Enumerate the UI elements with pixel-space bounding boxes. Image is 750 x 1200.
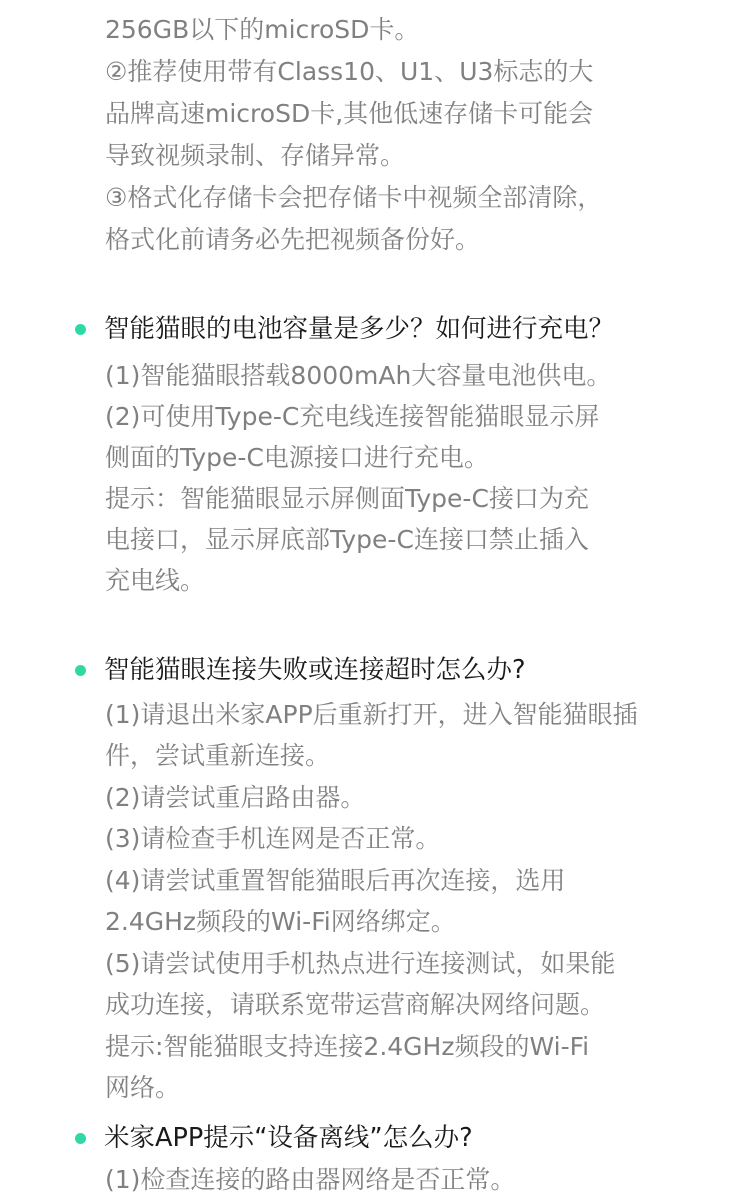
faq-answer-line: 提示:智能猫眼支持连接2.4GHz频段的Wi-Fi (105, 1032, 590, 1061)
faq-answer-line: (3)请检查手机连网是否正常。 (105, 824, 441, 853)
faq-answer-line: 成功连接，请联系宽带运营商解决网络问题。 (105, 990, 606, 1019)
bullet-dot (75, 324, 86, 335)
faq-answer-line: 充电线。 (105, 566, 206, 595)
faq-answer-line: (1)请退出米家APP后重新打开，进入智能猫眼插 (105, 700, 638, 729)
faq-question: 智能猫眼的电池容量是多少？如何进行充电？ (104, 314, 615, 344)
faq-answer-line: (1)智能猫眼搭载8000mAh大容量电池供电。 (105, 361, 612, 390)
faq-answer-line: 电接口，显示屏底部Type-C连接口禁止插入 (105, 525, 589, 554)
faq-answer-line: (2)可使用Type-C充电线连接智能猫眼显示屏 (105, 402, 600, 431)
faq-answer-line: (2)请尝试重启路由器。 (105, 783, 366, 812)
faq-answer-line: 件，尝试重新连接。 (105, 741, 331, 770)
bullet-dot (75, 665, 86, 676)
faq-answer-line: (4)请尝试重置智能猫眼后再次连接，选用 (105, 866, 566, 895)
intro-line: 品牌高速microSD卡,其他低速存储卡可能会 (105, 99, 594, 128)
bullet-dot (75, 1133, 86, 1144)
intro-line: 导致视频录制、存储异常。 (105, 141, 406, 170)
faq-question: 米家APP提示“设备离线”怎么办? (104, 1123, 473, 1153)
intro-line: 256GB以下的microSD卡。 (105, 15, 420, 44)
faq-answer-line: 2.4GHz频段的Wi-Fi网络绑定。 (105, 907, 456, 936)
faq-answer-line: (5)请尝试使用手机热点进行连接测试，如果能 (105, 949, 616, 978)
faq-question: 智能猫眼连接失败或连接超时怎么办? (104, 655, 526, 685)
intro-line: ②推荐使用带有Class10、U1、U3标志的大 (105, 57, 594, 86)
faq-answer-line: 提示：智能猫眼显示屏侧面Type-C接口为充 (105, 484, 589, 513)
intro-line: ③格式化存储卡会把存储卡中视频全部清除， (105, 183, 603, 212)
faq-answer-line: 侧面的Type-C电源接口进行充电。 (105, 443, 489, 472)
faq-answer-line: (1)检查连接的路由器网络是否正常。 (105, 1165, 516, 1194)
intro-line: 格式化前请务必先把视频备份好。 (105, 225, 481, 254)
faq-answer-line: 网络。 (105, 1073, 181, 1102)
